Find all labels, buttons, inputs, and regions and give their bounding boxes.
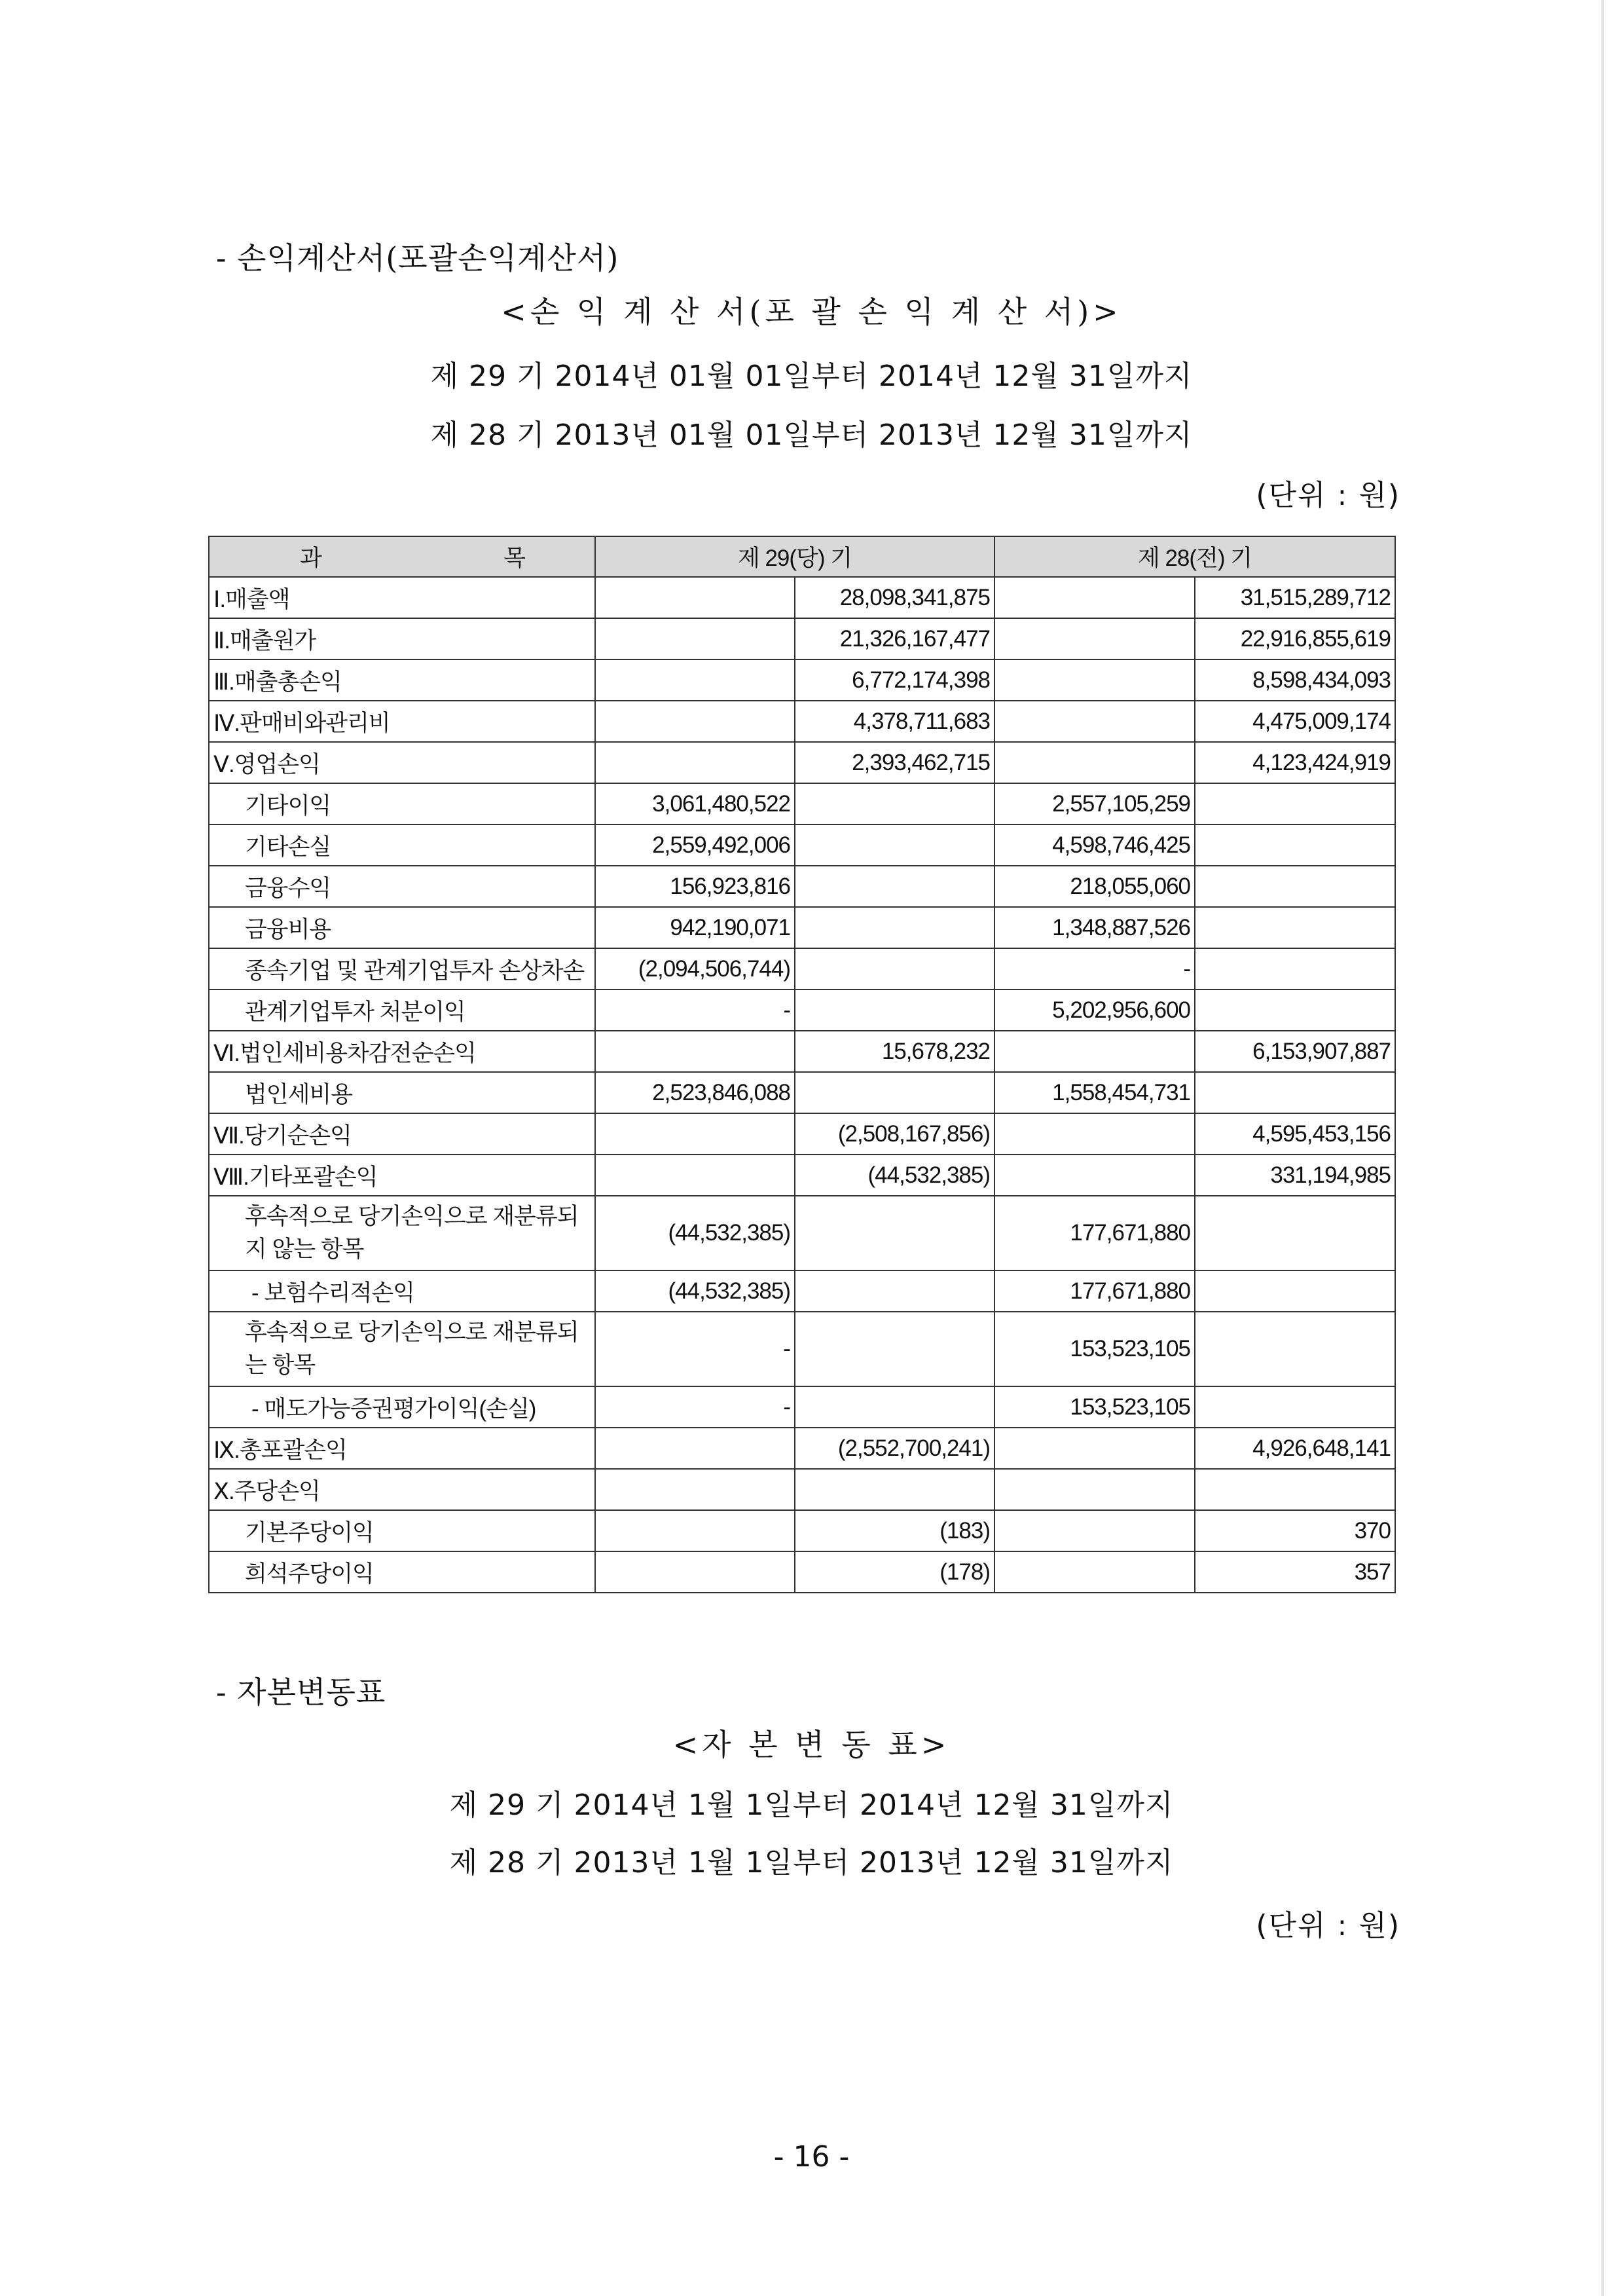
current-detail-cell: 942,190,071 bbox=[595, 907, 795, 948]
current-detail-cell: 3,061,480,522 bbox=[595, 783, 795, 824]
current-total-cell bbox=[795, 1270, 994, 1312]
prior-detail-cell: 153,523,105 bbox=[994, 1312, 1195, 1386]
current-total-cell bbox=[795, 1072, 994, 1113]
table-header-row bbox=[209, 536, 1395, 577]
table-row bbox=[209, 1312, 1395, 1386]
prior-detail-cell: 177,671,880 bbox=[994, 1270, 1195, 1312]
equity-unit: (단위 : 원) bbox=[1256, 1909, 1400, 1942]
table-row bbox=[209, 907, 1395, 948]
table-row bbox=[209, 1072, 1395, 1113]
current-total-cell bbox=[795, 1386, 994, 1428]
prior-detail-cell bbox=[994, 1510, 1195, 1551]
prior-detail-cell bbox=[994, 1113, 1195, 1155]
current-detail-cell: - bbox=[595, 1312, 795, 1386]
row-label: Ⅸ.총포괄손익 bbox=[209, 1428, 595, 1469]
row-label: Ⅹ.주당손익 bbox=[209, 1469, 595, 1510]
prior-total-cell bbox=[1195, 1072, 1395, 1113]
current-total-cell: 6,772,174,398 bbox=[795, 659, 994, 701]
table-row bbox=[209, 783, 1395, 824]
row-label: 후속적으로 당기손익으로 재분류되지 않는 항목 bbox=[209, 1196, 595, 1270]
current-total-cell: 2,393,462,715 bbox=[795, 742, 994, 783]
prior-detail-cell bbox=[994, 1428, 1195, 1469]
row-label: 후속적으로 당기손익으로 재분류되는 항목 bbox=[209, 1312, 595, 1386]
current-total-cell bbox=[795, 824, 994, 866]
current-total-cell bbox=[795, 783, 994, 824]
income-statement-title: <손 익 계 산 서(포 괄 손 익 계 산 서)> bbox=[501, 294, 1122, 329]
current-total-cell: (2,552,700,241) bbox=[795, 1428, 994, 1469]
current-total-cell bbox=[795, 1312, 994, 1386]
page-edge-line bbox=[1601, 0, 1604, 2296]
income-statement-table bbox=[208, 536, 1396, 1593]
current-detail-cell: 2,523,846,088 bbox=[595, 1072, 795, 1113]
table-row bbox=[209, 742, 1395, 783]
current-detail-cell: - bbox=[595, 990, 795, 1031]
row-label: 희석주당이익 bbox=[209, 1551, 595, 1593]
income-section-heading: - 손익계산서(포괄손익계산서) bbox=[216, 240, 619, 276]
equity-statement-title: <자 본 변 동 표> bbox=[672, 1727, 951, 1762]
prior-detail-cell bbox=[994, 1551, 1195, 1593]
prior-total-cell bbox=[1195, 907, 1395, 948]
current-total-cell: (2,508,167,856) bbox=[795, 1113, 994, 1155]
row-label: 법인세비용 bbox=[209, 1072, 595, 1113]
current-detail-cell bbox=[595, 701, 795, 742]
current-detail-cell: - bbox=[595, 1386, 795, 1428]
table-row bbox=[209, 577, 1395, 618]
current-detail-cell bbox=[595, 1428, 795, 1469]
current-detail-cell bbox=[595, 1113, 795, 1155]
page-number: - 16 - bbox=[773, 2140, 850, 2174]
prior-detail-cell bbox=[994, 618, 1195, 659]
table-row bbox=[209, 990, 1395, 1031]
table-row bbox=[209, 1469, 1395, 1510]
table-row bbox=[209, 1386, 1395, 1428]
current-total-cell bbox=[795, 1196, 994, 1270]
header-prior-period: 제 28(전) 기 bbox=[994, 536, 1395, 577]
table-row bbox=[209, 1113, 1395, 1155]
current-total-cell bbox=[795, 948, 994, 990]
row-label: 기타이익 bbox=[209, 783, 595, 824]
row-label: 관계기업투자 처분이익 bbox=[209, 990, 595, 1031]
prior-detail-cell bbox=[994, 1155, 1195, 1196]
row-label: 금융수익 bbox=[209, 866, 595, 907]
table-row bbox=[209, 1155, 1395, 1196]
prior-total-cell: 4,926,648,141 bbox=[1195, 1428, 1395, 1469]
header-subject-left: 과 bbox=[300, 546, 321, 571]
prior-detail-cell bbox=[994, 577, 1195, 618]
equity-period-prior: 제 28 기 2013년 1월 1일부터 2013년 12월 31일까지 bbox=[449, 1846, 1174, 1879]
current-total-cell: 28,098,341,875 bbox=[795, 577, 994, 618]
row-label: - 매도가능증권평가이익(손실) bbox=[209, 1386, 595, 1428]
row-label: Ⅶ.당기순손익 bbox=[209, 1113, 595, 1155]
row-label: Ⅲ.매출총손익 bbox=[209, 659, 595, 701]
table-row bbox=[209, 1428, 1395, 1469]
current-detail-cell bbox=[595, 659, 795, 701]
current-detail-cell: (44,532,385) bbox=[595, 1196, 795, 1270]
prior-detail-cell: 1,348,887,526 bbox=[994, 907, 1195, 948]
row-label: 기타손실 bbox=[209, 824, 595, 866]
prior-total-cell: 31,515,289,712 bbox=[1195, 577, 1395, 618]
prior-total-cell: 4,123,424,919 bbox=[1195, 742, 1395, 783]
prior-detail-cell bbox=[994, 659, 1195, 701]
prior-total-cell: 331,194,985 bbox=[1195, 1155, 1395, 1196]
current-detail-cell bbox=[595, 577, 795, 618]
prior-detail-cell: 5,202,956,600 bbox=[994, 990, 1195, 1031]
header-current-period: 제 29(당) 기 bbox=[595, 536, 994, 577]
prior-total-cell: 22,916,855,619 bbox=[1195, 618, 1395, 659]
row-label: Ⅷ.기타포괄손익 bbox=[209, 1155, 595, 1196]
current-detail-cell bbox=[595, 1510, 795, 1551]
prior-detail-cell: - bbox=[994, 948, 1195, 990]
row-label: - 보험수리적손익 bbox=[209, 1270, 595, 1312]
current-total-cell: 4,378,711,683 bbox=[795, 701, 994, 742]
income-unit: (단위 : 원) bbox=[1256, 479, 1400, 512]
prior-total-cell bbox=[1195, 990, 1395, 1031]
prior-total-cell bbox=[1195, 948, 1395, 990]
current-total-cell: (183) bbox=[795, 1510, 994, 1551]
prior-detail-cell bbox=[994, 1031, 1195, 1072]
prior-total-cell bbox=[1195, 1270, 1395, 1312]
current-total-cell bbox=[795, 990, 994, 1031]
prior-total-cell: 4,475,009,174 bbox=[1195, 701, 1395, 742]
table-row bbox=[209, 866, 1395, 907]
current-detail-cell bbox=[595, 1551, 795, 1593]
header-subject bbox=[209, 536, 595, 577]
row-label: Ⅰ.매출액 bbox=[209, 577, 595, 618]
prior-total-cell bbox=[1195, 1469, 1395, 1510]
equity-section-heading: - 자본변동표 bbox=[216, 1675, 386, 1710]
prior-total-cell: 6,153,907,887 bbox=[1195, 1031, 1395, 1072]
row-label: Ⅳ.판매비와관리비 bbox=[209, 701, 595, 742]
prior-detail-cell: 153,523,105 bbox=[994, 1386, 1195, 1428]
prior-detail-cell: 2,557,105,259 bbox=[994, 783, 1195, 824]
row-label: 금융비용 bbox=[209, 907, 595, 948]
prior-total-cell: 4,595,453,156 bbox=[1195, 1113, 1395, 1155]
prior-total-cell bbox=[1195, 866, 1395, 907]
current-detail-cell bbox=[595, 618, 795, 659]
header-subject-right: 목 bbox=[503, 546, 525, 571]
income-period-current: 제 29 기 2014년 01월 01일부터 2014년 12월 31일까지 bbox=[430, 360, 1193, 393]
income-period-prior: 제 28 기 2013년 01월 01일부터 2013년 12월 31일까지 bbox=[430, 418, 1193, 452]
row-label: Ⅱ.매출원가 bbox=[209, 618, 595, 659]
current-detail-cell: (2,094,506,744) bbox=[595, 948, 795, 990]
row-label: 종속기업 및 관계기업투자 손상차손 bbox=[209, 948, 595, 990]
table-row bbox=[209, 824, 1395, 866]
prior-total-cell: 370 bbox=[1195, 1510, 1395, 1551]
current-detail-cell: (44,532,385) bbox=[595, 1270, 795, 1312]
table-row bbox=[209, 701, 1395, 742]
current-total-cell bbox=[795, 1469, 994, 1510]
current-detail-cell: 156,923,816 bbox=[595, 866, 795, 907]
prior-detail-cell: 218,055,060 bbox=[994, 866, 1195, 907]
current-detail-cell bbox=[595, 1031, 795, 1072]
current-total-cell bbox=[795, 907, 994, 948]
current-total-cell bbox=[795, 866, 994, 907]
prior-detail-cell bbox=[994, 701, 1195, 742]
prior-total-cell bbox=[1195, 824, 1395, 866]
prior-detail-cell: 4,598,746,425 bbox=[994, 824, 1195, 866]
prior-total-cell bbox=[1195, 1386, 1395, 1428]
prior-total-cell bbox=[1195, 783, 1395, 824]
prior-total-cell: 8,598,434,093 bbox=[1195, 659, 1395, 701]
current-total-cell: (178) bbox=[795, 1551, 994, 1593]
current-total-cell: (44,532,385) bbox=[795, 1155, 994, 1196]
table-row bbox=[209, 1196, 1395, 1270]
current-total-cell: 21,326,167,477 bbox=[795, 618, 994, 659]
current-total-cell: 15,678,232 bbox=[795, 1031, 994, 1072]
table-row bbox=[209, 1510, 1395, 1551]
current-detail-cell bbox=[595, 1469, 795, 1510]
table-row bbox=[209, 1270, 1395, 1312]
table-row bbox=[209, 1551, 1395, 1593]
prior-detail-cell: 177,671,880 bbox=[994, 1196, 1195, 1270]
table-row bbox=[209, 659, 1395, 701]
current-detail-cell bbox=[595, 742, 795, 783]
current-detail-cell bbox=[595, 1155, 795, 1196]
equity-period-current: 제 29 기 2014년 1월 1일부터 2014년 12월 31일까지 bbox=[449, 1788, 1174, 1822]
prior-total-cell: 357 bbox=[1195, 1551, 1395, 1593]
row-label: Ⅵ.법인세비용차감전순손익 bbox=[209, 1031, 595, 1072]
prior-detail-cell bbox=[994, 742, 1195, 783]
row-label: 기본주당이익 bbox=[209, 1510, 595, 1551]
prior-total-cell bbox=[1195, 1196, 1395, 1270]
prior-total-cell bbox=[1195, 1312, 1395, 1386]
current-detail-cell: 2,559,492,006 bbox=[595, 824, 795, 866]
prior-detail-cell: 1,558,454,731 bbox=[994, 1072, 1195, 1113]
table-row bbox=[209, 1031, 1395, 1072]
row-label: Ⅴ.영업손익 bbox=[209, 742, 595, 783]
table-row bbox=[209, 948, 1395, 990]
table-row bbox=[209, 618, 1395, 659]
prior-detail-cell bbox=[994, 1469, 1195, 1510]
